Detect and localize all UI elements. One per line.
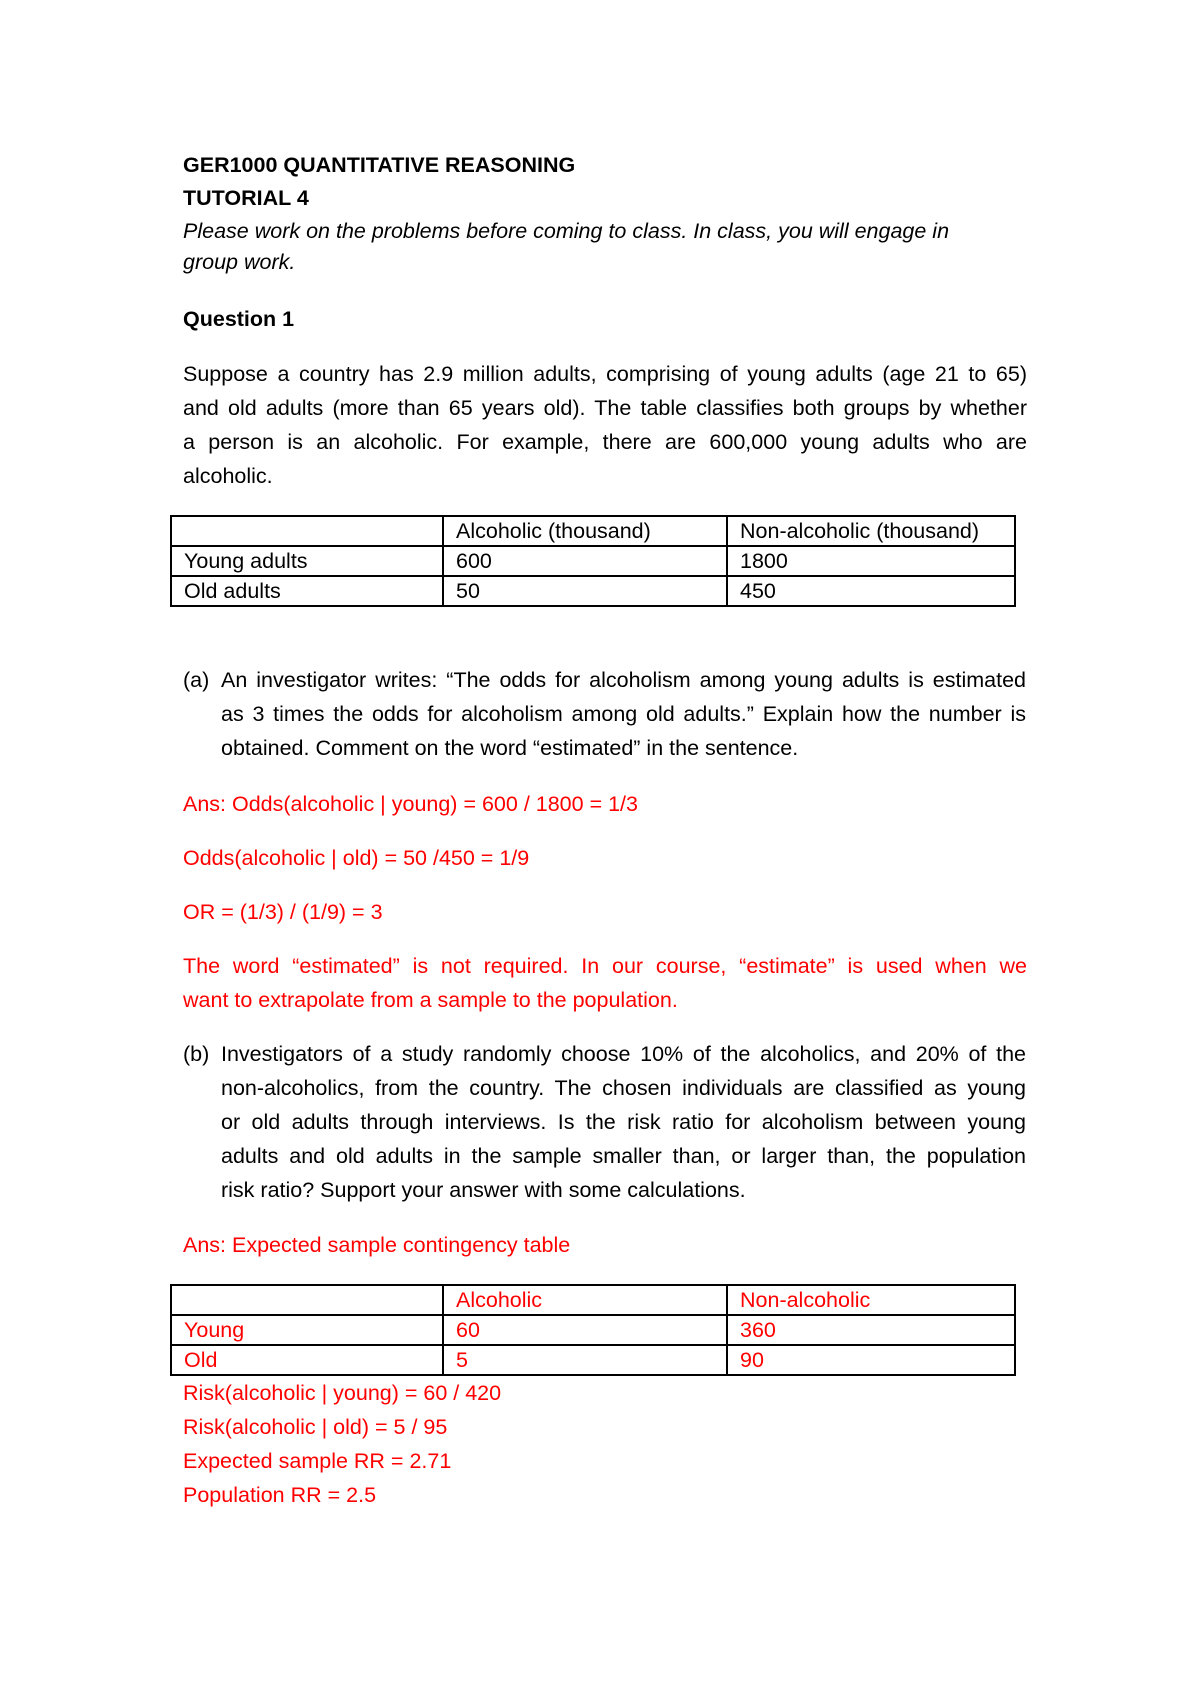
- table-cell: 450: [727, 576, 1015, 606]
- table-header-row: [171, 516, 1015, 546]
- answer-a-line-3: OR = (1/3) / (1/9) = 3: [183, 900, 383, 924]
- population-table: [170, 515, 1016, 607]
- table-header-cell: Alcoholic (thousand): [443, 516, 727, 546]
- sample-table: [170, 1284, 1016, 1376]
- table-header-cell: [171, 516, 443, 546]
- answer-a-comment-1: The word “estimated” is not required. In our course, “estimate” is used when we: [183, 954, 1027, 978]
- part-b-line-3: or old adults through interviews. Is the risk ratio for alcoholism between young: [221, 1110, 1026, 1134]
- table-cell: 600: [443, 546, 727, 576]
- part-b-line-2: non-alcoholics, from the country. The chosen individuals are classified as young: [221, 1076, 1026, 1100]
- question-heading: Question 1: [183, 307, 295, 331]
- answer-b-result-2: Risk(alcoholic | old) = 5 / 95: [183, 1415, 448, 1439]
- part-a-line-3: obtained. Comment on the word “estimated” in the sentence.: [221, 736, 799, 760]
- instructions-line-2: group work.: [183, 250, 296, 274]
- intro-line-3: a person is an alcoholic. For example, there are 600,000 young adults who are: [183, 430, 1027, 454]
- answer-b-result-4: Population RR = 2.5: [183, 1483, 377, 1507]
- intro-line-1: Suppose a country has 2.9 million adults, comprising of young adults (age 21 to 65): [183, 362, 1027, 386]
- answer-b-result-1: Risk(alcoholic | young) = 60 / 420: [183, 1381, 502, 1405]
- table-row: [171, 1345, 1015, 1375]
- answer-a-comment-2: want to extrapolate from a sample to the population.: [183, 988, 678, 1012]
- table-cell: Old: [171, 1345, 443, 1375]
- answer-a-line-2: Odds(alcoholic | old) = 50 /450 = 1/9: [183, 846, 530, 870]
- table-row: [171, 1315, 1015, 1345]
- answer-b-intro: Ans: Expected sample contingency table: [183, 1233, 571, 1257]
- intro-line-2: and old adults (more than 65 years old). The table classifies both groups by whether: [183, 396, 1027, 420]
- part-b-label: (b): [183, 1042, 210, 1066]
- intro-line-4: alcoholic.: [183, 464, 273, 488]
- answer-b-result-3: Expected sample RR = 2.71: [183, 1449, 452, 1473]
- part-a-line-2: as 3 times the odds for alcoholism among old adults.” Explain how the number is: [221, 702, 1026, 726]
- part-b-line-4: adults and old adults in the sample smaller than, or larger than, the population: [221, 1144, 1026, 1168]
- table-cell: 50: [443, 576, 727, 606]
- table-header-cell: Alcoholic: [443, 1285, 727, 1315]
- table-cell: 5: [443, 1345, 727, 1375]
- table-header-cell: Non-alcoholic: [727, 1285, 1015, 1315]
- part-a-label: (a): [183, 668, 210, 692]
- table-cell: 60: [443, 1315, 727, 1345]
- table-header-cell: [171, 1285, 443, 1315]
- answer-a-line-1: Ans: Odds(alcoholic | young) = 600 / 1800 = 1/3: [183, 792, 638, 816]
- table-row: [171, 576, 1015, 606]
- table-cell: 1800: [727, 546, 1015, 576]
- table-cell: 360: [727, 1315, 1015, 1345]
- table-cell: 90: [727, 1345, 1015, 1375]
- instructions-line-1: Please work on the problems before coming to class. In class, you will engage in: [183, 219, 950, 243]
- table-row: [171, 546, 1015, 576]
- part-b-line-5: risk ratio? Support your answer with some calculations.: [221, 1178, 746, 1202]
- table-cell: Young: [171, 1315, 443, 1345]
- table-header-row: [171, 1285, 1015, 1315]
- part-b-line-1: Investigators of a study randomly choose 10% of the alcoholics, and 20% of the: [221, 1042, 1026, 1066]
- part-a-line-1: An investigator writes: “The odds for alcoholism among young adults is estimated: [221, 668, 1026, 692]
- table-cell: Young adults: [171, 546, 443, 576]
- course-title: GER1000 QUANTITATIVE REASONING: [183, 153, 576, 177]
- tutorial-title: TUTORIAL 4: [183, 186, 309, 210]
- table-header-cell: Non-alcoholic (thousand): [727, 516, 1015, 546]
- table-cell: Old adults: [171, 576, 443, 606]
